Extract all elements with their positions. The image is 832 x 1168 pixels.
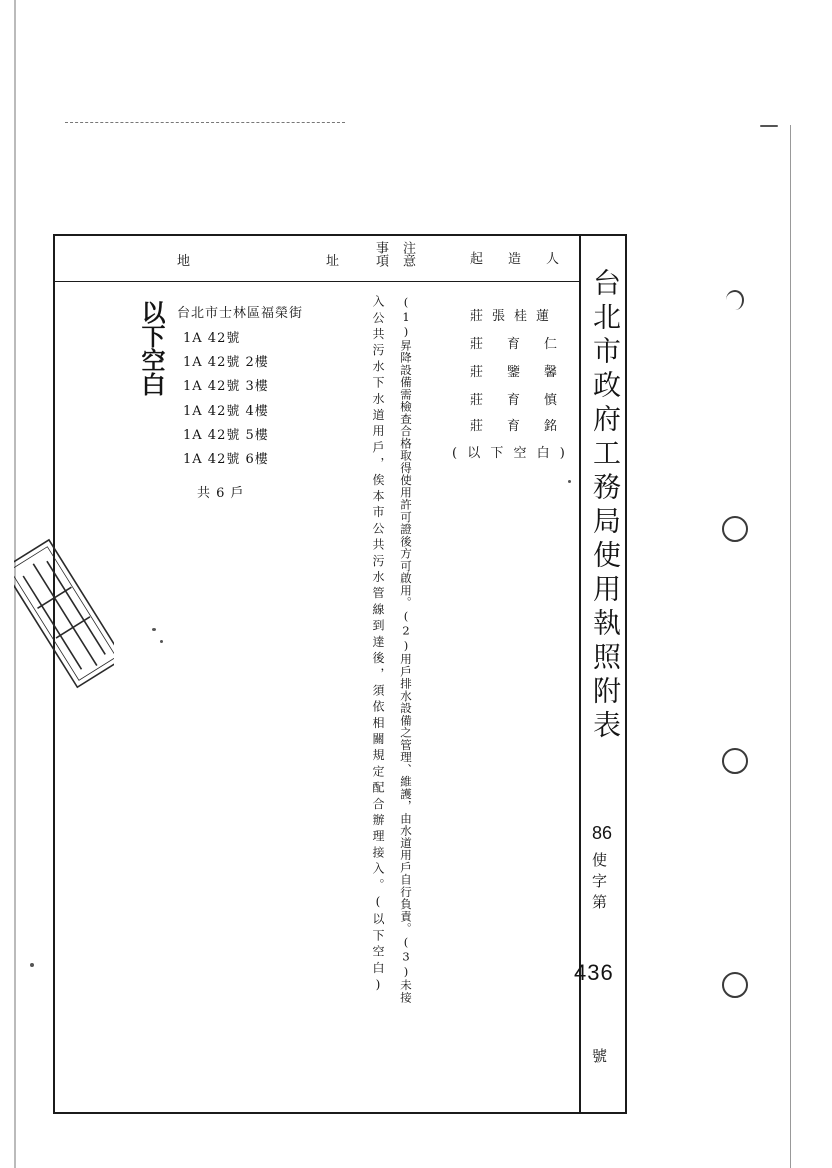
speck: [160, 640, 163, 643]
header-address-left: 地: [177, 254, 191, 269]
right-page-edge: [790, 125, 791, 1168]
address-unit-6: 1A 42號 6樓: [183, 452, 269, 467]
header-builder-b: 造: [508, 252, 522, 267]
address-unit-4: 1A 42號 4樓: [183, 404, 269, 419]
address-unit-5: 1A 42號 5樓: [183, 428, 269, 443]
address-unit-2: 1A 42號 2樓: [183, 355, 269, 370]
permit-prefix: 使字第: [590, 852, 608, 915]
speck: [760, 125, 778, 127]
header-notes-col1: 事項: [373, 241, 388, 267]
builders-blank: ( 以 下 空 白 ): [452, 446, 568, 461]
punch-hole-1: [726, 290, 744, 310]
header-notes-col2: 注意: [400, 241, 415, 267]
permit-suffix: 號: [592, 1047, 608, 1065]
speck: [568, 480, 571, 483]
notes-column-2: 入公共污水下水道用戶，俟本市公共污水管線到達後，須依相關規定配合辦理接入。(以下空白): [371, 295, 385, 996]
address-blank-mark: 以下空白: [137, 300, 166, 396]
header-builder-c: 人: [546, 252, 560, 267]
builder-2: 莊育仁: [470, 337, 582, 352]
address-total: 共 6 戶: [197, 486, 245, 501]
address-street: 台北市士林區福榮街: [177, 306, 304, 321]
punch-hole-2: [722, 516, 748, 542]
punch-hole-3: [722, 748, 748, 774]
red-seal-stamp: [14, 525, 114, 700]
top-dashed-line: [65, 122, 345, 123]
speck: [30, 963, 34, 967]
address-unit-1: 1A 42號: [183, 331, 241, 346]
address-unit-3: 1A 42號 3樓: [183, 379, 269, 394]
builder-3: 莊鑒馨: [470, 365, 582, 380]
header-address-right: 址: [326, 254, 340, 269]
permit-number: 436: [574, 960, 614, 985]
permit-year: 86: [592, 823, 613, 843]
speck: [152, 628, 156, 631]
builder-4: 莊育慎: [470, 393, 582, 408]
builder-1: 莊張桂蓮: [470, 309, 559, 324]
header-builder-a: 起: [470, 252, 484, 267]
header-rule: [53, 281, 580, 282]
builder-5: 莊育銘: [470, 419, 582, 434]
notes-column-1: (1)昇降設備需檢查合格取得使用許可證後方可啟用。(2)用戶排水設備之管理、維護，由水道用戶自行負責。(3)未接: [399, 295, 413, 1004]
form-title: 台北市政府工務局使用執照附表: [589, 268, 622, 744]
punch-hole-4: [722, 972, 748, 998]
